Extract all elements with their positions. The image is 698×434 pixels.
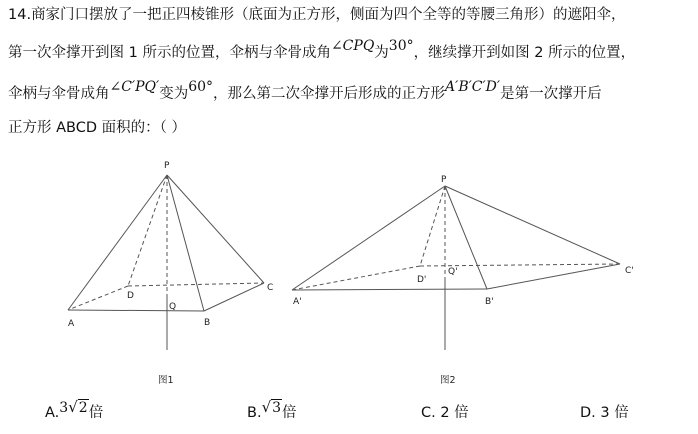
fig1-label-a: A — [68, 319, 75, 329]
fig2-label-c: C' — [625, 266, 634, 276]
sqrt-icon: √ — [261, 398, 272, 416]
fig1-label-b: B — [204, 318, 211, 328]
fig2-edge-bc — [487, 264, 620, 289]
option-a-radicand: 2 — [78, 400, 88, 416]
figure-1 — [68, 175, 264, 350]
option-a-suffix: 倍 — [88, 405, 104, 421]
option-a[interactable] — [45, 398, 104, 422]
fig1-edge-ab — [68, 310, 204, 311]
option-c-text: C. 2 倍 — [421, 405, 469, 421]
option-a-sqrt — [68, 400, 88, 416]
option-a-letter: A. — [45, 405, 60, 421]
question-number: 14. — [8, 7, 32, 23]
option-b-sqrt — [262, 400, 282, 416]
question-text-2b: ，继续撑开到如图 2 所示的位置， — [413, 45, 636, 61]
question-text-3c: 是第一次撑开后 — [500, 86, 602, 102]
question-text-angle2-mid: 变为 — [159, 86, 189, 102]
figure-1-labels — [68, 161, 273, 386]
fig1-edge-pd — [128, 175, 167, 286]
option-b-suffix: 倍 — [282, 405, 297, 421]
fig2-label-b: B' — [485, 297, 494, 307]
fig2-caption: 图2 — [440, 375, 456, 386]
option-d[interactable] — [580, 401, 629, 422]
fig1-edge-pa — [68, 175, 167, 310]
fig1-label-d: D — [127, 291, 134, 301]
question-text-3a: 伞柄与伞骨成角 — [8, 86, 110, 102]
fig2-label-d: D' — [417, 275, 427, 285]
option-b-letter: B. — [247, 405, 262, 421]
option-b-radicand: 3 — [272, 400, 282, 416]
angle1-value: 30° — [388, 38, 414, 54]
fig1-edge-bc — [204, 283, 264, 311]
fig1-caption: 图1 — [158, 375, 174, 386]
fig2-label-a: A' — [293, 297, 302, 307]
angle2-value: 60° — [188, 79, 214, 95]
fig2-edge-pc — [445, 186, 620, 264]
fig2-edge-ab — [292, 289, 487, 290]
fig1-label-q: Q — [169, 302, 177, 312]
fig2-edge-dc — [420, 264, 620, 266]
angle-c-prime-p-q-prime: ∠C′PQ′ — [109, 79, 160, 95]
option-a-coef: 3 — [59, 400, 69, 416]
question-text-4: 正方形 ABCD 面积的：（ ） — [8, 120, 186, 136]
fig2-label-q: Q' — [448, 267, 458, 277]
fig2-label-p: P — [441, 175, 447, 185]
question-text-2a: 第一次伞撑开到图 1 所示的位置，伞柄与伞骨成角 — [8, 45, 331, 61]
question-text-angle1-mid: 为 — [374, 45, 389, 61]
option-b[interactable] — [247, 398, 297, 422]
option-c[interactable] — [421, 401, 469, 422]
option-d-text: D. 3 倍 — [580, 405, 629, 421]
question-text-1: 商家门口摆放了一把正四棱锥形（底面为正方形，侧面为四个全等的等腰三角形）的遮阳伞， — [31, 7, 626, 23]
fig1-label-c: C — [267, 283, 274, 293]
fig1-label-p: P — [164, 161, 170, 171]
sqrt-icon: √ — [68, 398, 78, 416]
square-a-prime-b-prime-c-prime-d-prime: A′B′C′D′ — [445, 79, 501, 95]
angle-cpq: ∠CPQ — [330, 38, 375, 54]
question-text-3b: ，那么第二次伞撑开后形成的正方形 — [213, 86, 446, 102]
fig2-edge-pd — [420, 186, 445, 266]
fig2-edge-da — [292, 266, 420, 290]
